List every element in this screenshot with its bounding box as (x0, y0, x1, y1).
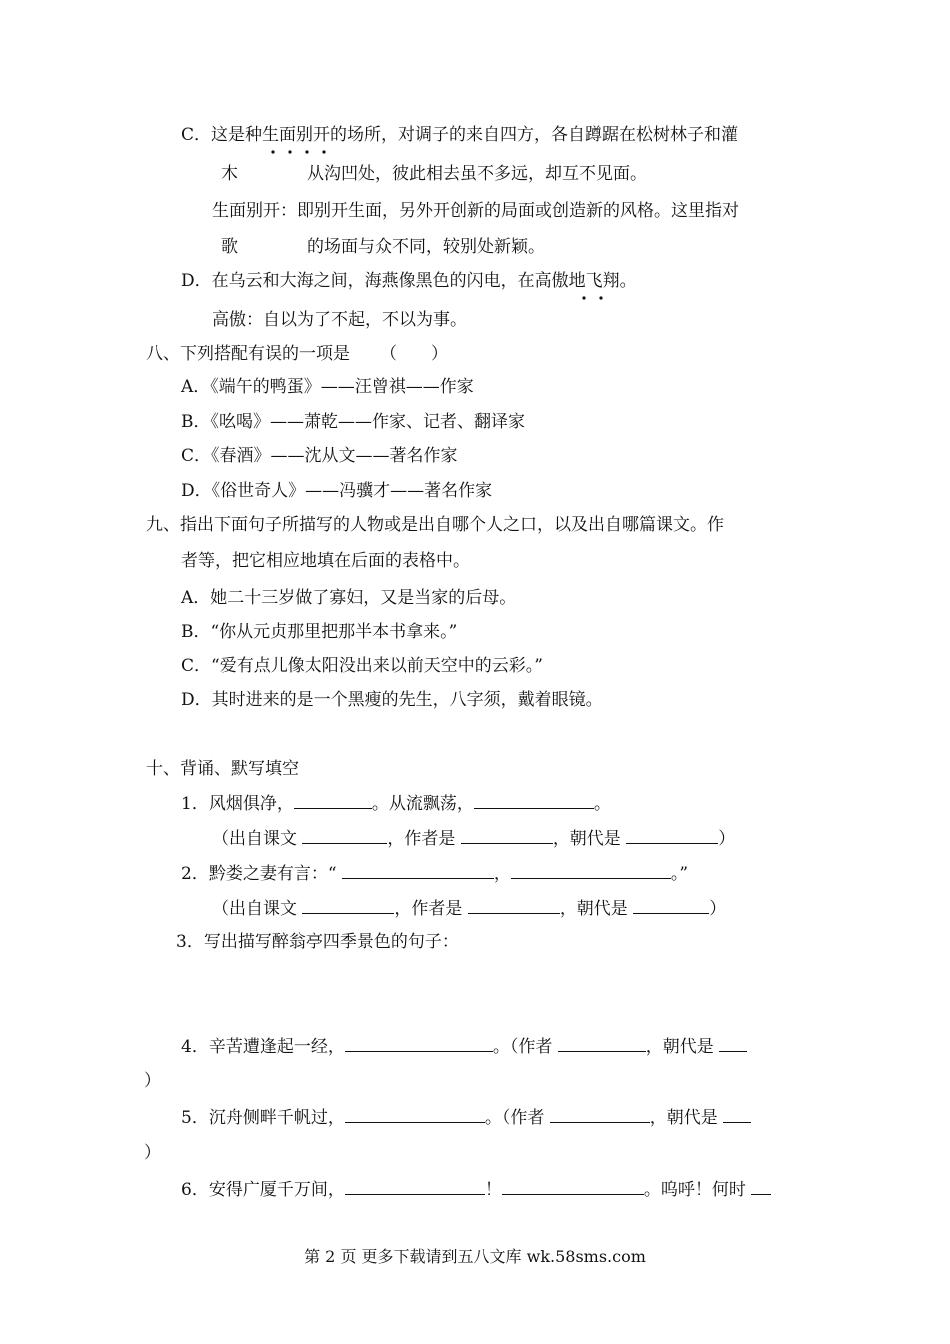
q9-option-c (181, 655, 543, 677)
fill-blank[interactable] (558, 1035, 646, 1052)
item-text: ，朝代是 (649, 1108, 718, 1128)
fill-blank[interactable] (719, 1035, 747, 1052)
option-text: B．《吆喝》——萧乾——作家、记者、翻译家 (181, 412, 525, 432)
q7-note-c-fragment: 歌 (221, 237, 238, 257)
item-text: ） (709, 899, 727, 919)
item-text: 5．沉舟侧畔千帆过， (181, 1108, 345, 1128)
fill-blank[interactable] (751, 1178, 771, 1195)
option-text: C．《春酒》——沈从文——著名作家 (181, 446, 458, 466)
item-text: ） (144, 1071, 161, 1091)
answer-paren: （ ） (380, 344, 448, 364)
q10-title-text: 十、背诵、默写填空 (146, 759, 299, 779)
option-text: B．“你从元贞那里把那半本书拿来。” (181, 622, 458, 642)
fill-blank[interactable] (345, 1178, 485, 1195)
item-text: 4．辛苦遭逢起一经， (181, 1037, 345, 1057)
item-text: ，作者是 (387, 829, 456, 849)
q10-item6 (181, 1178, 771, 1201)
q9-stem-text: 者等，把它相应地填在后面的表格中。 (181, 551, 470, 571)
item-text: 。从流飘荡， (371, 794, 474, 814)
q9-option-d (181, 689, 603, 711)
q8-option-d (181, 480, 492, 502)
q10-item5 (181, 1106, 751, 1129)
q10-title (146, 758, 299, 780)
item-text: ，朝代是 (645, 1037, 714, 1057)
fill-blank[interactable] (302, 827, 387, 844)
item-text: ） (718, 829, 736, 849)
q7-option-c-fragment: 木 (221, 164, 238, 184)
q10-item5-close (144, 1142, 161, 1164)
option-text: D．《俗世奇人》——冯骥才——著名作家 (181, 481, 493, 501)
q9-option-a (181, 587, 516, 609)
q7-option-c-fragment: 从沟凹处，彼此相去虽不多远，却互不见面。 (307, 164, 647, 184)
item-text: （出自课文 (212, 899, 297, 919)
fill-blank[interactable] (294, 792, 372, 809)
fill-blank[interactable] (468, 897, 560, 914)
item-text: 。 (593, 794, 611, 814)
q8-option-b (181, 411, 525, 433)
emphasis-dot (322, 150, 325, 153)
q9-option-b (181, 621, 457, 643)
item-text: 6．安得广厦千万间， (181, 1180, 345, 1200)
q10-item1 (181, 792, 611, 815)
emphasis-dot (271, 150, 274, 153)
q7-note-d-text: 高傲：自以为了不起，不以为事。 (212, 310, 467, 330)
emphasis-dot (305, 150, 308, 153)
item-text: 3．写出描写醉翁亭四季景色的句子： (176, 932, 459, 952)
q8-option-c (181, 445, 458, 467)
fill-blank[interactable] (474, 792, 594, 809)
fill-blank[interactable] (550, 1106, 650, 1123)
fill-blank[interactable] (511, 862, 671, 879)
item-text: 。” (670, 864, 689, 884)
fill-blank[interactable] (342, 862, 494, 879)
q8-stem (146, 343, 448, 365)
item-text: ！ (484, 1180, 502, 1200)
emphasis-dots (0, 0, 950, 400)
q7-note-c-text: 生面别开：即别开生面，另外开创新的局面或创造新的风格。这里指对 (212, 201, 739, 221)
q8-stem-text: 八、下列搭配有误的一项是 (146, 344, 350, 364)
emphasis-dot (288, 150, 291, 153)
item-text: ） (144, 1143, 161, 1163)
option-text: A．《端午的鸭蛋》——汪曾祺——作家 (181, 377, 474, 397)
q8-option-a (181, 376, 474, 398)
q10-item1-source (212, 827, 735, 850)
item-text: 。呜呼！何时 (643, 1180, 746, 1200)
fill-blank[interactable] (302, 897, 394, 914)
fill-blank[interactable] (633, 897, 709, 914)
fill-blank[interactable] (723, 1106, 751, 1123)
q9-stem-line2 (181, 550, 470, 572)
item-text: ， (493, 864, 511, 884)
fill-blank[interactable] (345, 1035, 493, 1052)
fill-blank[interactable] (626, 827, 718, 844)
item-text: 。（作者 (492, 1037, 553, 1057)
q9-stem-line1 (146, 514, 724, 536)
emphasis-dot (582, 296, 585, 299)
item-text: ，朝代是 (559, 899, 628, 919)
page-footer: 第 2 页 更多下载请到五八文库 wk.58sms.com (304, 1247, 646, 1266)
q7-option-d-text: D．在乌云和大海之间，海燕像黑色的闪电，在高傲地飞翔。 (181, 271, 637, 291)
item-text: 。（作者 (484, 1108, 545, 1128)
q10-item4 (181, 1035, 747, 1058)
emphasis-dot (599, 296, 602, 299)
q10-item2-source (212, 897, 726, 920)
item-text: 1．风烟俱净， (181, 794, 294, 814)
item-text: 2．黔娄之妻有言：“ (181, 864, 337, 884)
fill-blank[interactable] (345, 1106, 485, 1123)
q7-option-c-text: C．这是种生面别开的场所，对调子的来自四方，各自蹲踞在松树林子和灌 (181, 125, 739, 145)
item-text: ，作者是 (394, 899, 463, 919)
fill-blank[interactable] (502, 1178, 644, 1195)
fill-blank[interactable] (461, 827, 553, 844)
q10-item4-close (144, 1070, 161, 1092)
item-text: （出自课文 (212, 829, 297, 849)
q7-note-c-fragment: 的场面与众不同，较别处新颖。 (307, 237, 545, 257)
option-text: C．“爱有点儿像太阳没出来以前天空中的云彩。” (181, 656, 543, 676)
item-text: ，朝代是 (552, 829, 621, 849)
option-text: D．其时进来的是一个黑瘦的先生，八字须，戴着眼镜。 (181, 690, 603, 710)
q10-item2 (181, 862, 688, 885)
q9-stem-text: 九、指出下面句子所描写的人物或是出自哪个人之口，以及出自哪篇课文。作 (146, 515, 724, 535)
q10-item3 (176, 931, 459, 953)
option-text: A．她二十三岁做了寡妇，又是当家的后母。 (181, 588, 517, 608)
